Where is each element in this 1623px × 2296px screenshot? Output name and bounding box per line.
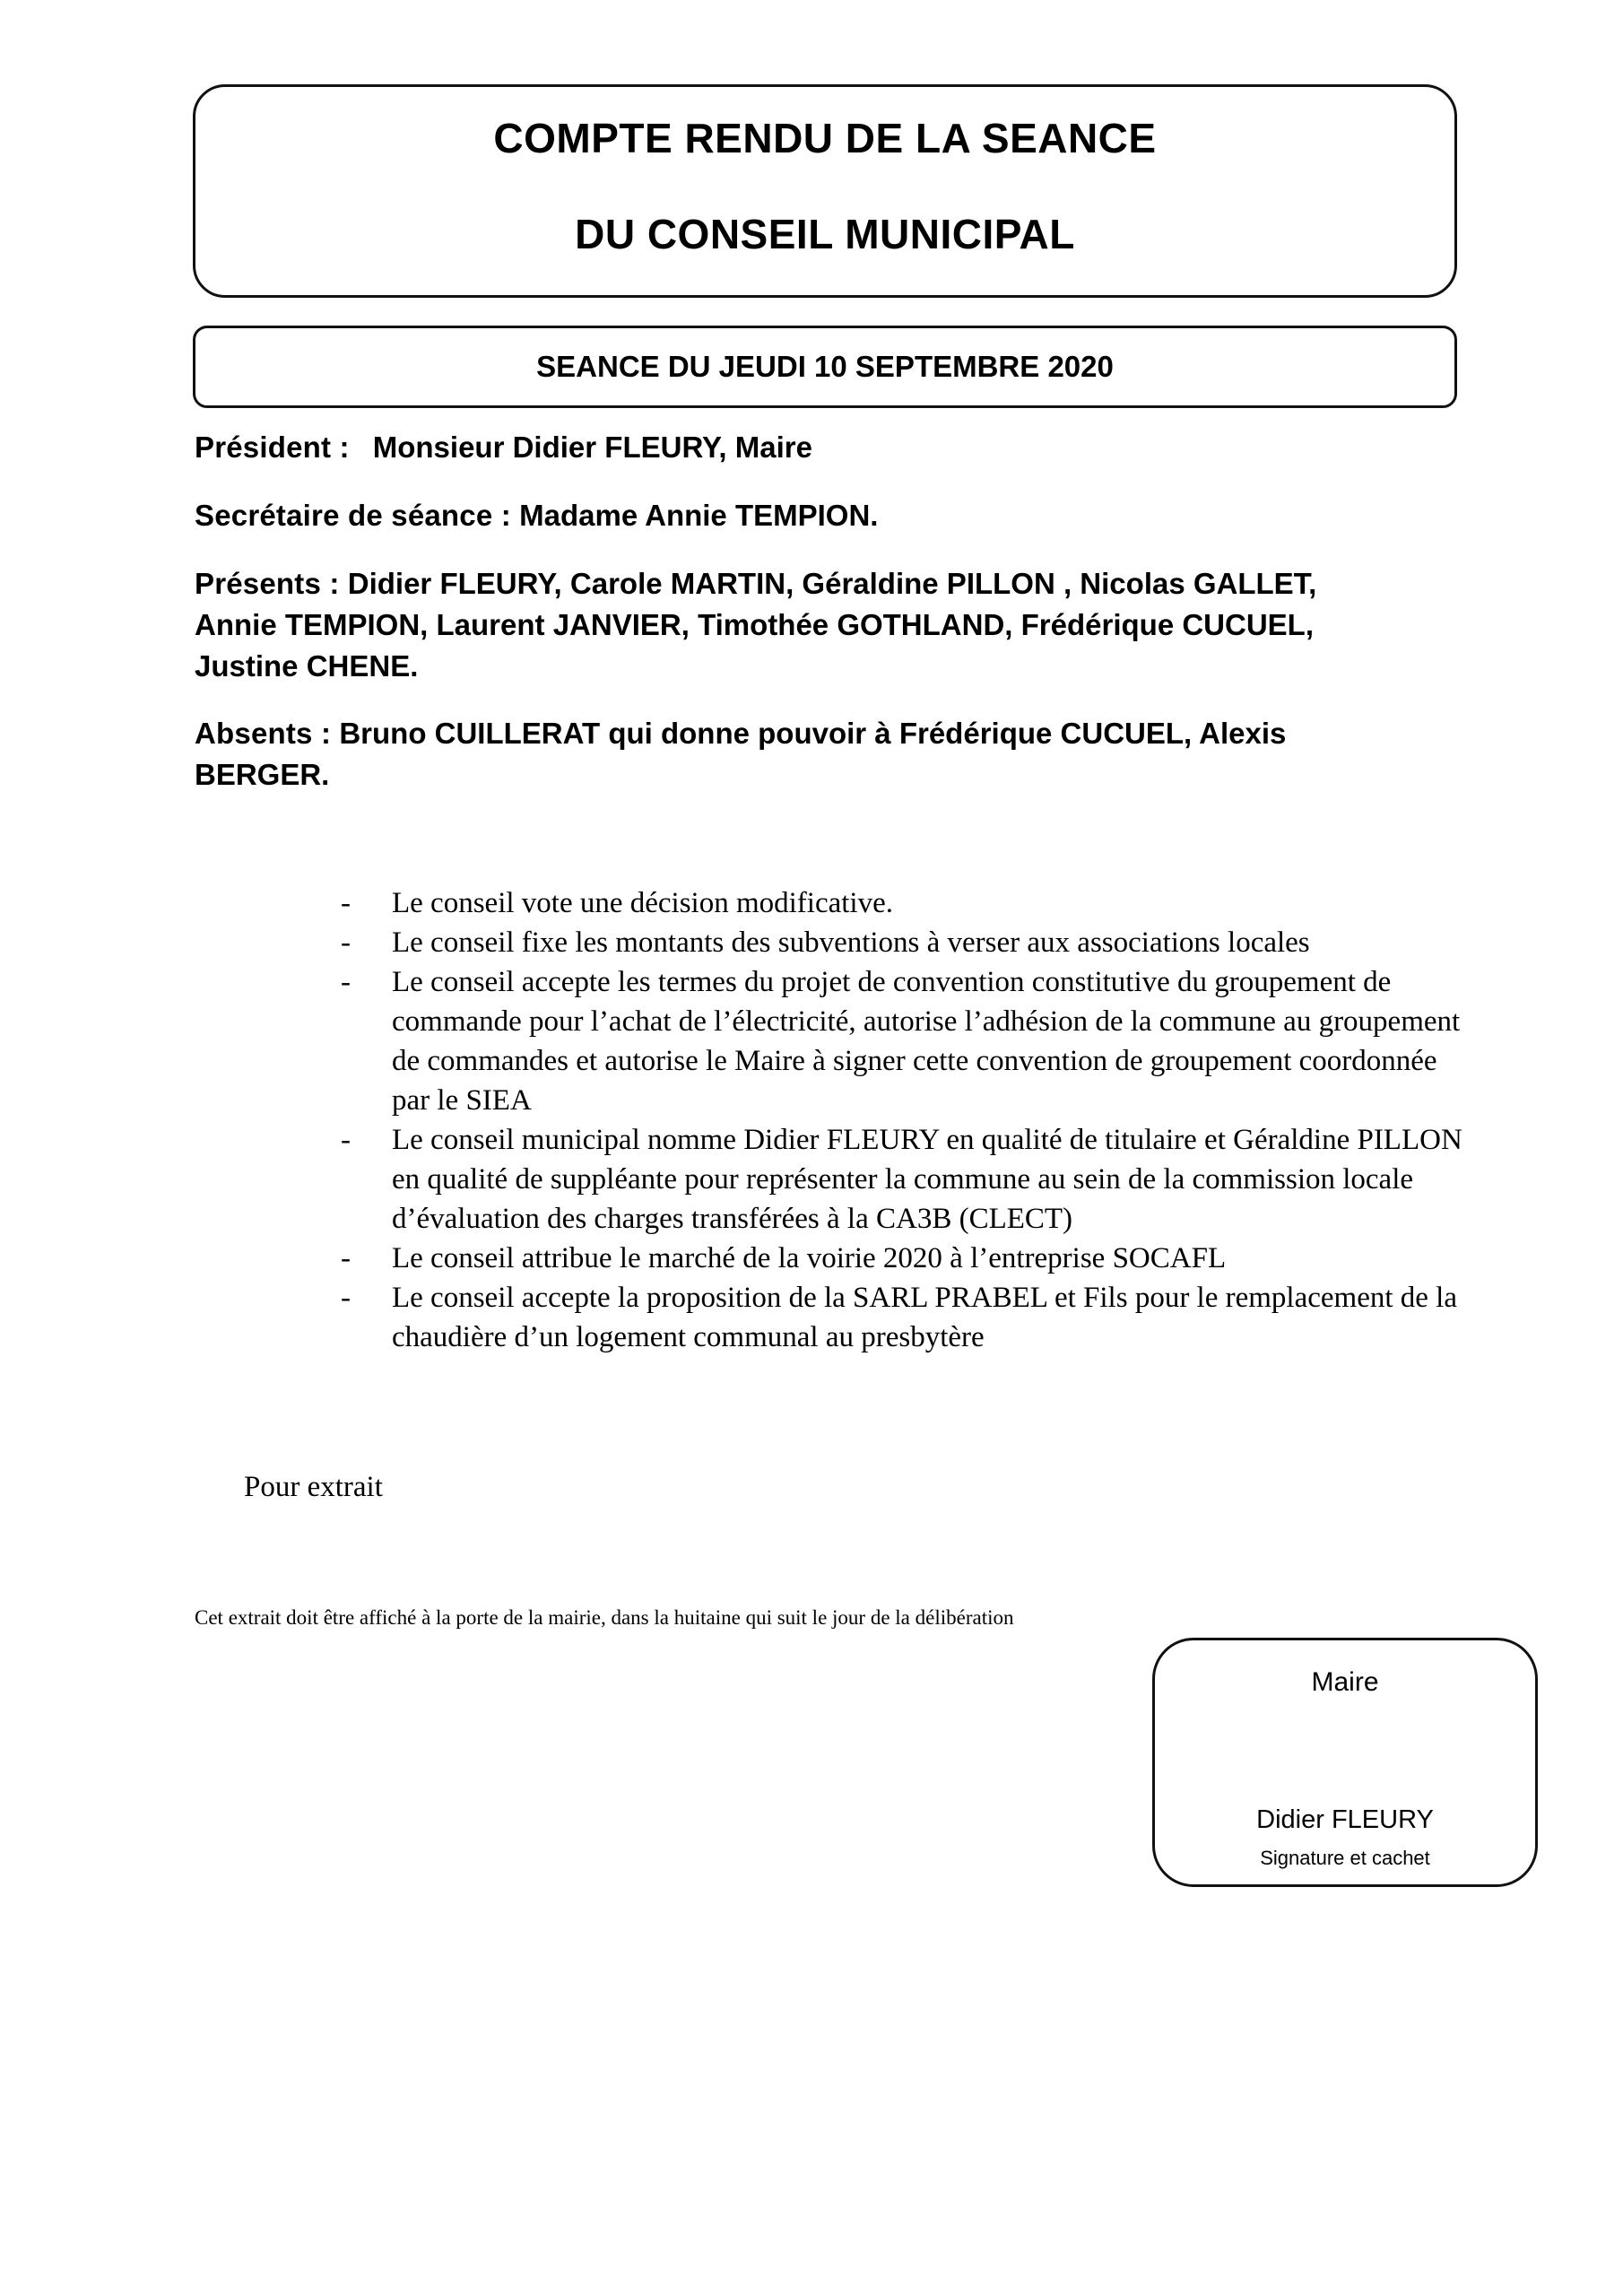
extract-label: Pour extrait	[244, 1471, 383, 1503]
present-label: Présents :	[195, 567, 340, 600]
bullet-dash: -	[341, 1124, 351, 1156]
document-title-line-2: DU CONSEIL MUNICIPAL	[575, 211, 1075, 257]
decision-text: Le conseil fixe les montants des subventions à verser aux associations locales	[392, 926, 1310, 959]
decision-item	[341, 1239, 1471, 1278]
decision-text: Le conseil attribue le marché de la voirie 2020 à l’entreprise SOCAFL	[392, 1242, 1227, 1274]
president-label: Président :	[195, 430, 350, 464]
session-date-box	[193, 326, 1457, 408]
president-line	[195, 427, 1414, 468]
decision-text: Le conseil accepte la proposition de la SARL PRABEL et Fils pour le remplacement de la chaudière d’un logement communal au presbytère	[392, 1282, 1457, 1353]
decision-text: Le conseil accepte les termes du projet de convention constitutive du groupement de commande pour l’achat de l’électricité, autorise l’adhésion de la commune au groupement de commandes et autorise le Maire à signer cette convention de groupement coordonnée par le SIEA	[392, 966, 1461, 1117]
present-line	[195, 563, 1396, 687]
decisions-list	[341, 883, 1471, 1357]
signature-caption: Signature et cachet	[1260, 1847, 1430, 1869]
session-date: SEANCE DU JEUDI 10 SEPTEMBRE 2020	[536, 350, 1114, 383]
secretary-line	[195, 495, 1414, 536]
bullet-dash: -	[341, 1242, 351, 1274]
decision-item	[341, 1120, 1471, 1239]
absent-line	[195, 713, 1378, 796]
absent-label: Absents :	[195, 717, 332, 750]
absent-value: Bruno CUILLERAT qui donne pouvoir à Frédérique CUCUEL, Alexis BERGER.	[195, 717, 1287, 791]
document-title-line-1: COMPTE RENDU DE LA SEANCE	[493, 115, 1157, 161]
present-value: Didier FLEURY, Carole MARTIN, Géraldine PILLON , Nicolas GALLET, Annie TEMPION, Laurent JANVIER, Timothée GOTHLAND, Frédérique CUCUEL, Justine CHENE.	[195, 567, 1317, 683]
signature-box	[1152, 1638, 1538, 1887]
decision-item	[341, 962, 1471, 1120]
decision-item	[341, 923, 1471, 962]
bullet-dash: -	[341, 966, 351, 998]
bullet-dash: -	[341, 887, 351, 919]
secretary-label: Secrétaire de séance :	[195, 499, 511, 532]
posting-notice: Cet extrait doit être affiché à la porte de la mairie, dans la huitaine qui suit le jour de la délibération	[195, 1606, 1014, 1629]
document-title-box	[193, 84, 1457, 298]
signature-title: Maire	[1311, 1667, 1379, 1697]
president-value: Monsieur Didier FLEURY, Maire	[372, 430, 812, 464]
secretary-value: Madame Annie TEMPION.	[519, 499, 879, 532]
bullet-dash: -	[341, 926, 351, 959]
bullet-dash: -	[341, 1282, 351, 1314]
decision-text: Le conseil vote une décision modificative.	[392, 887, 893, 919]
decision-item	[341, 1278, 1471, 1357]
signature-name: Didier FLEURY	[1256, 1805, 1434, 1834]
decision-text: Le conseil municipal nomme Didier FLEURY en qualité de titulaire et Géraldine PILLON en qualité de suppléante pour représenter la commune au sein de la commission locale d’évaluation des charges transférées à la CA3B (CLECT)	[392, 1124, 1462, 1235]
decision-item	[341, 883, 1471, 923]
